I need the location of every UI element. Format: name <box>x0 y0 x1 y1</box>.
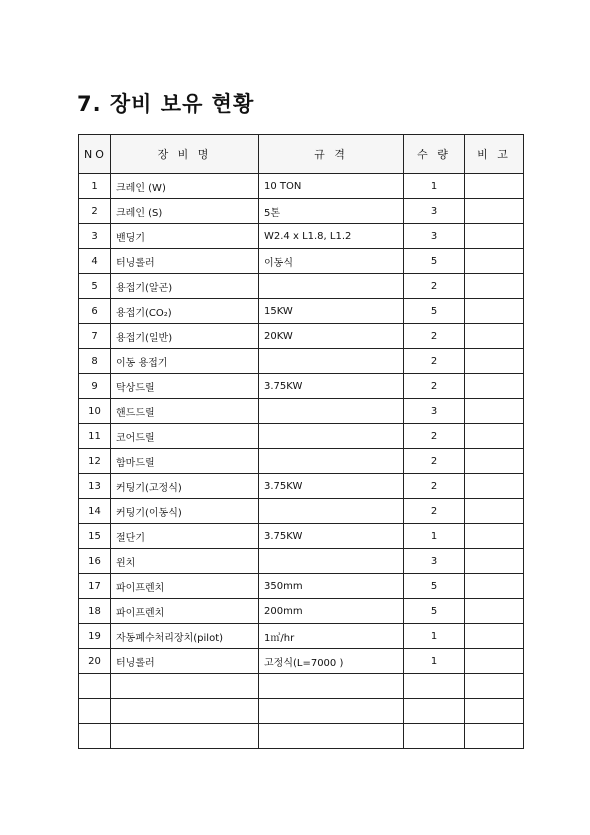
cell-no: 11 <box>79 424 111 449</box>
cell-note <box>465 224 524 249</box>
cell-spec: 고정식(L=7000 ) <box>259 649 404 674</box>
table-row <box>79 674 524 699</box>
cell-spec <box>259 399 404 424</box>
cell-spec: 3.75KW <box>259 374 404 399</box>
cell-name: 밴딩기 <box>111 224 259 249</box>
table-body <box>79 174 524 749</box>
cell-name <box>111 674 259 699</box>
table-row <box>79 649 524 674</box>
table-row <box>79 374 524 399</box>
cell-no <box>79 699 111 724</box>
header-qty: 수 량 <box>404 135 465 174</box>
table-row <box>79 624 524 649</box>
table-row <box>79 299 524 324</box>
cell-no: 13 <box>79 474 111 499</box>
table-row <box>79 474 524 499</box>
cell-name: 크레인 (W) <box>111 174 259 199</box>
cell-no: 7 <box>79 324 111 349</box>
cell-qty: 2 <box>404 499 465 524</box>
cell-qty: 5 <box>404 574 465 599</box>
cell-note <box>465 274 524 299</box>
cell-no: 8 <box>79 349 111 374</box>
cell-no: 1 <box>79 174 111 199</box>
cell-qty: 5 <box>404 299 465 324</box>
cell-name: 자동폐수처리장치(pilot) <box>111 624 259 649</box>
cell-qty: 2 <box>404 449 465 474</box>
cell-qty: 3 <box>404 199 465 224</box>
cell-name: 커팅기(이동식) <box>111 499 259 524</box>
table-row <box>79 224 524 249</box>
table-row <box>79 349 524 374</box>
cell-note <box>465 249 524 274</box>
cell-qty: 2 <box>404 374 465 399</box>
cell-note <box>465 349 524 374</box>
cell-name: 코어드릴 <box>111 424 259 449</box>
cell-no: 3 <box>79 224 111 249</box>
table-row <box>79 599 524 624</box>
cell-spec: 350mm <box>259 574 404 599</box>
cell-name: 핸드드릴 <box>111 399 259 424</box>
cell-name: 탁상드릴 <box>111 374 259 399</box>
table-row <box>79 449 524 474</box>
table-row <box>79 499 524 524</box>
cell-no: 20 <box>79 649 111 674</box>
cell-spec: 20KW <box>259 324 404 349</box>
cell-no: 17 <box>79 574 111 599</box>
cell-spec: 200mm <box>259 599 404 624</box>
cell-no <box>79 724 111 749</box>
cell-spec <box>259 349 404 374</box>
cell-note <box>465 649 524 674</box>
table-row <box>79 524 524 549</box>
cell-name <box>111 724 259 749</box>
cell-name: 터닝롤러 <box>111 649 259 674</box>
cell-note <box>465 599 524 624</box>
cell-spec: 15KW <box>259 299 404 324</box>
table-row <box>79 274 524 299</box>
cell-spec <box>259 499 404 524</box>
cell-spec: 10 TON <box>259 174 404 199</box>
cell-name: 커팅기(고정식) <box>111 474 259 499</box>
cell-note <box>465 424 524 449</box>
cell-spec <box>259 699 404 724</box>
cell-qty <box>404 699 465 724</box>
cell-qty: 1 <box>404 524 465 549</box>
cell-name: 함마드릴 <box>111 449 259 474</box>
cell-note <box>465 474 524 499</box>
cell-no: 9 <box>79 374 111 399</box>
cell-note <box>465 199 524 224</box>
table-row <box>79 324 524 349</box>
cell-spec <box>259 424 404 449</box>
cell-name: 용접기(알곤) <box>111 274 259 299</box>
table-row <box>79 699 524 724</box>
cell-note <box>465 674 524 699</box>
cell-name: 이동 용접기 <box>111 349 259 374</box>
cell-qty: 2 <box>404 474 465 499</box>
cell-name: 크레인 (S) <box>111 199 259 224</box>
cell-spec: 1㎥/hr <box>259 624 404 649</box>
header-row <box>79 135 524 174</box>
cell-note <box>465 324 524 349</box>
cell-spec: 3.75KW <box>259 524 404 549</box>
page-title: 7. 장비 보유 현황 <box>77 92 255 116</box>
table-row <box>79 249 524 274</box>
cell-note <box>465 449 524 474</box>
cell-note <box>465 374 524 399</box>
cell-note <box>465 624 524 649</box>
cell-spec <box>259 724 404 749</box>
cell-qty <box>404 674 465 699</box>
cell-spec <box>259 674 404 699</box>
cell-qty: 1 <box>404 174 465 199</box>
cell-no: 5 <box>79 274 111 299</box>
cell-spec <box>259 549 404 574</box>
cell-name: 윈치 <box>111 549 259 574</box>
cell-qty: 5 <box>404 599 465 624</box>
cell-qty: 1 <box>404 624 465 649</box>
cell-qty: 5 <box>404 249 465 274</box>
cell-name: 절단기 <box>111 524 259 549</box>
cell-spec: 5톤 <box>259 199 404 224</box>
cell-name <box>111 699 259 724</box>
table-row <box>79 724 524 749</box>
cell-note <box>465 399 524 424</box>
cell-qty: 1 <box>404 649 465 674</box>
cell-qty: 2 <box>404 274 465 299</box>
cell-note <box>465 299 524 324</box>
cell-no <box>79 674 111 699</box>
cell-note <box>465 174 524 199</box>
table-row <box>79 174 524 199</box>
table-row <box>79 549 524 574</box>
cell-name: 용접기(CO₂) <box>111 299 259 324</box>
header-spec: 규 격 <box>259 135 404 174</box>
cell-note <box>465 574 524 599</box>
table-row <box>79 199 524 224</box>
cell-no: 12 <box>79 449 111 474</box>
cell-no: 15 <box>79 524 111 549</box>
cell-name: 용접기(일반) <box>111 324 259 349</box>
cell-note <box>465 524 524 549</box>
cell-qty: 3 <box>404 549 465 574</box>
cell-qty: 2 <box>404 424 465 449</box>
equipment-table <box>78 134 524 749</box>
cell-note <box>465 549 524 574</box>
cell-no: 4 <box>79 249 111 274</box>
header-name: 장 비 명 <box>111 135 259 174</box>
cell-note <box>465 699 524 724</box>
cell-spec <box>259 274 404 299</box>
cell-spec: W2.4 x L1.8, L1.2 <box>259 224 404 249</box>
table-row <box>79 424 524 449</box>
cell-no: 10 <box>79 399 111 424</box>
cell-qty: 2 <box>404 349 465 374</box>
cell-name: 파이프렌치 <box>111 574 259 599</box>
header-note: 비 고 <box>465 135 524 174</box>
cell-no: 2 <box>79 199 111 224</box>
cell-no: 6 <box>79 299 111 324</box>
table-header <box>79 135 524 174</box>
cell-qty: 3 <box>404 224 465 249</box>
cell-name: 터닝롤러 <box>111 249 259 274</box>
table-row <box>79 399 524 424</box>
table-row <box>79 574 524 599</box>
header-no: NO <box>79 135 111 174</box>
cell-note <box>465 724 524 749</box>
cell-spec: 3.75KW <box>259 474 404 499</box>
cell-name: 파이프렌치 <box>111 599 259 624</box>
cell-no: 19 <box>79 624 111 649</box>
cell-spec <box>259 449 404 474</box>
cell-no: 18 <box>79 599 111 624</box>
cell-qty: 3 <box>404 399 465 424</box>
cell-no: 16 <box>79 549 111 574</box>
cell-no: 14 <box>79 499 111 524</box>
cell-note <box>465 499 524 524</box>
cell-qty: 2 <box>404 324 465 349</box>
cell-spec: 이동식 <box>259 249 404 274</box>
cell-qty <box>404 724 465 749</box>
